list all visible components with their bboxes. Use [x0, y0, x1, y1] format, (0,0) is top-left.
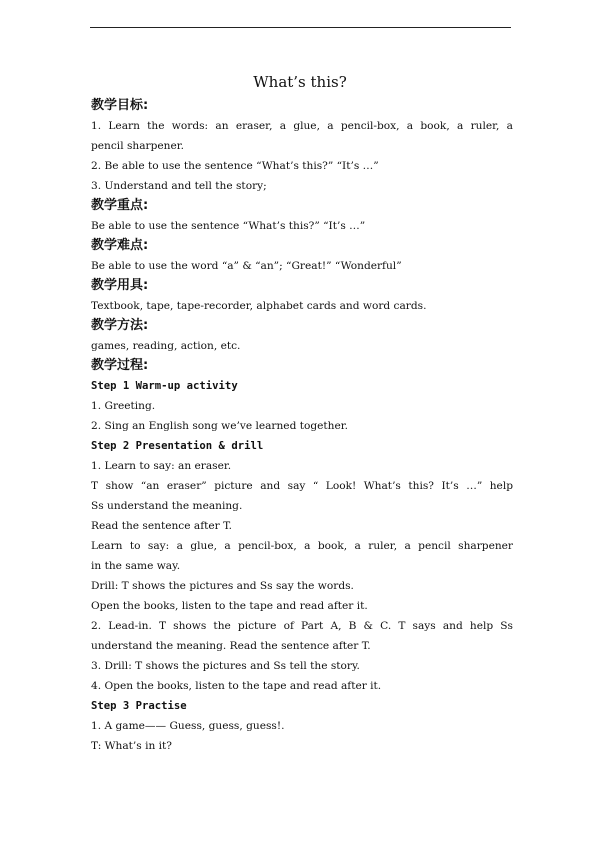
body-line: Ss understand the meaning.	[91, 500, 243, 512]
body-line: Learn to say: a glue, a pencil-box, a book, a ruler, a pencil sharpener	[91, 540, 513, 552]
body-line: pencil sharpener.	[91, 140, 184, 152]
step-heading: Step 1 Warm-up activity	[91, 380, 238, 392]
body-line: Be able to use the word “a” & “an”; “Great!” “Wonderful”	[91, 260, 402, 272]
body-line: 1. A game—— Guess, guess, guess!.	[91, 720, 285, 732]
body-line: understand the meaning. Read the sentence after T.	[91, 640, 371, 652]
body-line: Read the sentence after T.	[91, 520, 232, 532]
body-line: in the same way.	[91, 560, 181, 572]
body-line: T show “an eraser” picture and say “ Look! What’s this? It’s …” help	[91, 480, 513, 492]
body-line: 2. Be able to use the sentence “What’s this?” “It’s …”	[91, 160, 379, 172]
body-line: 2. Sing an English song we’ve learned together.	[91, 420, 349, 432]
body-line: Drill: T shows the pictures and Ss say the words.	[91, 580, 354, 592]
body-line: games, reading, action, etc.	[91, 340, 241, 352]
section-heading: 教学过程:	[91, 358, 149, 373]
body-line: T: What’s in it?	[91, 740, 172, 752]
step-heading: Step 3 Practise	[91, 700, 187, 712]
body-line: 2. Lead-in. T shows the picture of Part A, B & C. T says and help Ss	[91, 620, 513, 632]
section-heading: 教学重点:	[91, 198, 149, 213]
body-line: 1. Learn the words: an eraser, a glue, a pencil-box, a book, a ruler, a	[91, 120, 513, 132]
body-line: Textbook, tape, tape-recorder, alphabet cards and word cards.	[91, 300, 427, 312]
step-heading: Step 2 Presentation & drill	[91, 440, 264, 452]
section-heading: 教学难点:	[91, 238, 149, 253]
body-line: Open the books, listen to the tape and read after it.	[91, 600, 368, 612]
section-heading: 教学目标:	[91, 98, 149, 113]
body-line: 1. Greeting.	[91, 400, 156, 412]
body-line: 3. Understand and tell the story;	[91, 180, 267, 192]
top-rule	[90, 27, 511, 28]
page-title: What’s this?	[253, 73, 347, 91]
section-heading: 教学用具:	[91, 278, 149, 293]
body-line: 3. Drill: T shows the pictures and Ss tell the story.	[91, 660, 360, 672]
document-body	[91, 96, 513, 756]
body-line: 4. Open the books, listen to the tape and read after it.	[91, 680, 382, 692]
body-line: Be able to use the sentence “What’s this?” “It’s …”	[91, 220, 366, 232]
body-line: 1. Learn to say: an eraser.	[91, 460, 232, 472]
section-heading: 教学方法:	[91, 318, 149, 333]
